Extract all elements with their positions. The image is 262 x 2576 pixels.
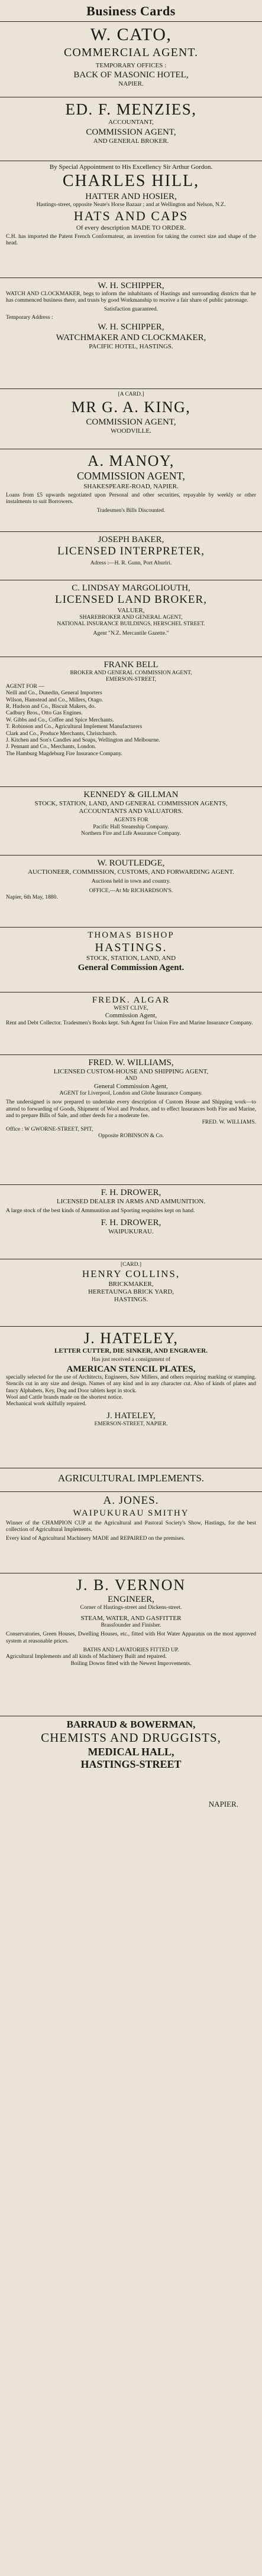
ad-line: VALUER,: [117, 606, 145, 614]
ad-line: Neill and Co., Dunedin, General Importers: [6, 690, 102, 697]
ad-line: Tradesmen's Bills Discounted.: [96, 507, 166, 514]
ad-line: AGENT for Liverpool, London and Globe Insurance Company.: [59, 1090, 203, 1096]
ad-line: The undersigned is now prepared to undertake every description of Custom House and Shipping work—to attend to forwarding of Goods, Shipment of Wool and Produce, and to effect Insurances both Fire and Marine, and to prepare Bills of Sale, and other deeds for a moderate fee.: [6, 1099, 256, 1119]
ad-line: HASTINGS.: [95, 941, 167, 954]
ad-line: AUCTIONEER, COMMISSION, CUSTOMS, AND FORWARDING AGENT.: [28, 869, 234, 876]
ad-line: LICENSED CUSTOM-HOUSE AND SHIPPING AGENT,: [53, 1068, 209, 1075]
ad-jones: [0, 1491, 262, 1573]
ad-kennedy: [0, 786, 262, 855]
ad-line: J. HATELEY,: [106, 1411, 156, 1421]
ad-line: HASTINGS.: [114, 1296, 148, 1304]
ad-line: [A CARD.]: [118, 391, 144, 397]
ad-line: W. Gibbs and Co., Coffee and Spice Merchants.: [6, 717, 114, 723]
ad-bishop: [0, 927, 262, 992]
ad-line: Office : W GWORNE-STREET, SPIT,: [6, 1126, 93, 1132]
ad-line: specially selected for the use of Architects, Engineers, Saw Millers, and others requiring marking or stamping. Stencils cut in any size and design. Names of any kind and in any character cut. Also of kinds of plates and fancy Alphabets, Key, Dog and Door tablets kept in stock.: [6, 1374, 256, 1394]
ad-algar: [0, 992, 262, 1054]
ad-line: ACCOUNTANT,: [108, 119, 154, 126]
ad-line: SHAREBROKER AND GENERAL AGENT,: [79, 614, 183, 621]
ad-line: BROKER AND GENERAL COMMISSION AGENT,: [70, 670, 192, 676]
ad-line: Wilson, Hamstead and Co., Millers, Otago.: [6, 697, 103, 703]
ad-name: CHARLES HILL,: [62, 172, 200, 191]
ad-line: Rent and Debt Collector. Tradesmen's Books kept. Sub Agent for Union Fire and Marine Insurance Company.: [6, 1020, 253, 1026]
ad-line: BRICKMAKER,: [108, 1280, 154, 1288]
ad-line: AMERICAN STENCIL PLATES,: [66, 1364, 196, 1374]
ad-collins: [0, 1259, 262, 1326]
ad-name: AGRICULTURAL IMPLEMENTS.: [57, 1473, 205, 1484]
ad-vernon: [0, 1573, 262, 1716]
ad-name: KENNEDY & GILLMAN: [83, 790, 179, 799]
ad-line: AND GENERAL BROKER.: [93, 137, 169, 145]
ad-line: LETTER CUTTER, DIE SINKER, AND ENGRAVER.: [54, 1347, 208, 1355]
ad-line: WAIPUKURAU SMITHY: [73, 1508, 189, 1518]
ad-line: HATTER AND HOSIER,: [85, 191, 177, 201]
ad-routledge: [0, 855, 262, 927]
ad-king: [0, 388, 262, 449]
ad-line: WATCHMAKER AND CLOCKMAKER,: [56, 332, 206, 342]
ad-manoy: [0, 449, 262, 531]
ad-line: By Special Appointment to His Excellency Sir Arthur Gordon.: [49, 164, 213, 171]
ad-name: A. MANOY,: [88, 452, 174, 469]
ad-line: A large stock of the best kinds of Ammunition and Sporting requisites kept on hand.: [6, 1208, 195, 1214]
ad-line: STOCK, STATION, LAND, AND GENERAL COMMISSION AGENTS,: [34, 800, 228, 807]
ad-name: MR G. A. KING,: [71, 399, 191, 416]
ad-line: BATHS AND LAVATORIES FITTED UP.: [83, 1647, 179, 1653]
ad-name: W. CATO,: [90, 25, 172, 44]
ad-drower: [0, 1184, 262, 1259]
ad-line: WATCH AND CLOCKMAKER, begs to inform the inhabitants of Hastings and surrounding districts that he has commenced business there, and trusts by good Workmanship to receive a fair share of public patronage.: [6, 291, 256, 304]
ad-line: Every kind of Agricultural Machinery MADE and REPAIRED on the premises.: [6, 1535, 185, 1542]
ad-line: Cadbury Bros., Otto Gas Engines.: [6, 710, 83, 717]
ad-schipper: [0, 277, 262, 388]
ad-line: BACK OF MASONIC HOTEL,: [73, 70, 189, 80]
ad-menzies: [0, 97, 262, 161]
ad-hateley: [0, 1326, 262, 1468]
ad-williams: [0, 1054, 262, 1184]
ad-line: WAIPUKURAU.: [108, 1227, 154, 1235]
ad-line: Hastings-street, opposite Neate's Horse Bazaar ; and at Wellington and Nelson, N.Z.: [36, 201, 226, 208]
ad-line: LICENSED DEALER IN ARMS AND AMMUNITION.: [56, 1198, 206, 1205]
ad-line: Pacific Hall Steamship Company.: [93, 824, 169, 830]
ad-line: W. H. SCHIPPER,: [98, 322, 164, 332]
ad-margoliouth: [0, 580, 262, 657]
ad-title: COMMERCIAL AGENT.: [64, 46, 198, 59]
footer-place: NAPIER.: [208, 1800, 238, 1808]
ad-line: OFFICE,—At Mr RICHARDSON'S.: [89, 887, 173, 894]
ad-line: C.H. has imported the Patent French Conformateur, an invention for taking the correct size and shape of the head.: [6, 233, 256, 247]
ad-line: Corner of Hastings-street and Dickens-street.: [80, 1605, 182, 1611]
ad-implements: [0, 1468, 262, 1491]
ad-line: Northern Fire and Life Assurance Company.: [81, 831, 181, 837]
ad-line: Mechanical work skilfully repaired.: [6, 1401, 87, 1408]
ad-name: HENRY COLLINS,: [82, 1268, 180, 1280]
ad-name: FRED. W. WILLIAMS,: [88, 1058, 174, 1067]
ad-line: R. Hudson and Co., Biscuit Makers, do.: [6, 703, 96, 710]
ad-line: HATS AND CAPS: [73, 208, 189, 224]
ad-line: MEDICAL HALL,: [88, 1745, 174, 1758]
ad-line: AGENTS FOR: [114, 817, 148, 824]
ad-cato: [0, 21, 262, 97]
ad-line: LICENSED LAND BROKER,: [55, 593, 207, 606]
ad-line: ENGINEER,: [108, 1595, 154, 1605]
ad-name: ED. F. MENZIES,: [65, 100, 197, 118]
ad-line: NAPIER.: [118, 80, 144, 88]
ad-line: COMMISSION AGENT,: [77, 470, 185, 482]
ad-line: FRED. W. WILLIAMS.: [202, 1119, 256, 1126]
ad-line: ACCOUNTANTS AND VALUATORS.: [79, 808, 183, 815]
ad-line: HASTINGS-STREET: [80, 1758, 182, 1771]
ad-line: AGENT FOR —: [6, 683, 44, 690]
ad-line: Commission Agent,: [105, 1012, 157, 1020]
ad-line: EMERSON-STREET,: [105, 677, 157, 683]
section-title: Business Cards: [86, 4, 176, 18]
ad-name: J. B. VERNON: [76, 1576, 186, 1594]
ad-line: General Commission Agent,: [94, 1082, 168, 1090]
ad-line: AND: [125, 1076, 137, 1082]
ad-barraud: [0, 1716, 262, 1797]
ad-line: STEAM, WATER, AND GASFITTER: [80, 1614, 182, 1622]
ad-name: BARRAUD & BOWERMAN,: [66, 1719, 196, 1730]
ad-line: The Hamburg Magdeburg Fire Insurance Company.: [6, 750, 122, 757]
ad-bell: [0, 657, 262, 786]
ad-line: [CARD.]: [120, 1262, 142, 1268]
ad-line: Agent "N.Z. Mercantile Gazette.": [93, 630, 169, 636]
ad-line: EMERSON-STREET, NAPIER.: [94, 1421, 168, 1427]
ad-name: J. HATELEY,: [83, 1330, 179, 1347]
ad-line: STOCK, STATION, LAND, AND: [86, 955, 176, 962]
ad-line: NATIONAL INSURANCE BUILDINGS, HERSCHEL STREET.: [57, 621, 205, 628]
ad-line: TEMPORARY OFFICES :: [95, 62, 167, 69]
ad-name: FRANK BELL: [103, 660, 159, 670]
ad-line: WOODVILLE.: [111, 427, 151, 435]
ad-line: Conservatories, Green Houses, Dwelling Houses, etc., fitted with Hot Water Apparatus on the most approved system at reasonable prices.: [6, 1631, 256, 1644]
ad-line: T. Robinson and Co., Agricultural Implement Manufacturers: [6, 724, 143, 730]
ad-line: J. Pennant and Co., Merchants, London.: [6, 744, 96, 750]
ad-line: Auctions held in town and country.: [91, 879, 171, 885]
ad-baker: [0, 531, 262, 580]
ad-line: COMMISSION AGENT,: [86, 417, 176, 427]
ad-line: Winner of the CHAMPION CUP at the Agricultural and Pastoral Society's Show, Hastings, for the best collection of Agricultural Implements.: [6, 1520, 256, 1533]
ad-hill: [0, 161, 262, 277]
ad-line: Opposite ROBINSON & Co.: [98, 1133, 164, 1140]
ad-line: Wool and Cattle brands made on the shortest notice.: [6, 1394, 123, 1400]
ad-name: F. H. DROWER,: [101, 1188, 161, 1197]
ad-line: WEST CLIVE,: [114, 1005, 148, 1011]
ad-line: Loans from £5 upwards negotiated upon Personal and other securities, repayable by weekly or other instalments to suit Borrowers.: [6, 492, 256, 505]
ad-line: HERETAUNGA BRICK YARD,: [88, 1288, 174, 1295]
ad-name: FREDK. ALGAR: [92, 995, 170, 1005]
ad-line: Satisfaction guaranteed.: [103, 306, 159, 312]
ad-line: Of every description MADE TO ORDER.: [76, 224, 186, 231]
ad-line: Adress :—H. R. Gunn, Port Ahuriri.: [90, 560, 172, 566]
ad-line: Brassfounder and Finisher.: [101, 1622, 161, 1628]
ad-line: General Commission Agent.: [77, 963, 185, 973]
ad-name: W. ROUTLEDGE,: [97, 858, 165, 868]
ad-line: Agricultural Implements and all kinds of Machinery Built and repaired.: [6, 1654, 167, 1660]
ad-name: A. JONES.: [103, 1494, 159, 1507]
ad-line: CHEMISTS AND DRUGGISTS,: [41, 1731, 221, 1745]
ad-line: LICENSED INTERPRETER,: [57, 545, 205, 557]
ad-line: Boiling Downs fitted with the Newest Improvements.: [70, 1660, 192, 1667]
ad-line: PACIFIC HOTEL, HASTINGS.: [89, 342, 173, 350]
ad-name: JOSEPH BAKER,: [98, 535, 164, 544]
ad-name: W. H. SCHIPPER,: [98, 281, 164, 290]
ad-line: J. Kitchen and Son's Candles and Soaps, Wellington and Melbourne.: [6, 737, 160, 743]
ad-line: Temporary Address :: [6, 315, 53, 321]
ad-line: Napier, 6th May, 1880.: [6, 894, 58, 900]
ad-line: F. H. DROWER,: [101, 1217, 161, 1227]
ad-line: COMMISSION AGENT,: [86, 127, 176, 137]
ad-line: SHAKESPEARE-ROAD, NAPIER.: [83, 482, 179, 490]
ad-line: Has just received a consignment of: [91, 1357, 171, 1363]
newspaper-column: [0, 4, 262, 1813]
ad-name: C. LINDSAY MARGOLIOUTH,: [72, 583, 190, 593]
ad-name: THOMAS BISHOP: [88, 931, 174, 940]
ad-line: Clark and Co., Produce Merchants, Christchurch.: [6, 730, 117, 737]
